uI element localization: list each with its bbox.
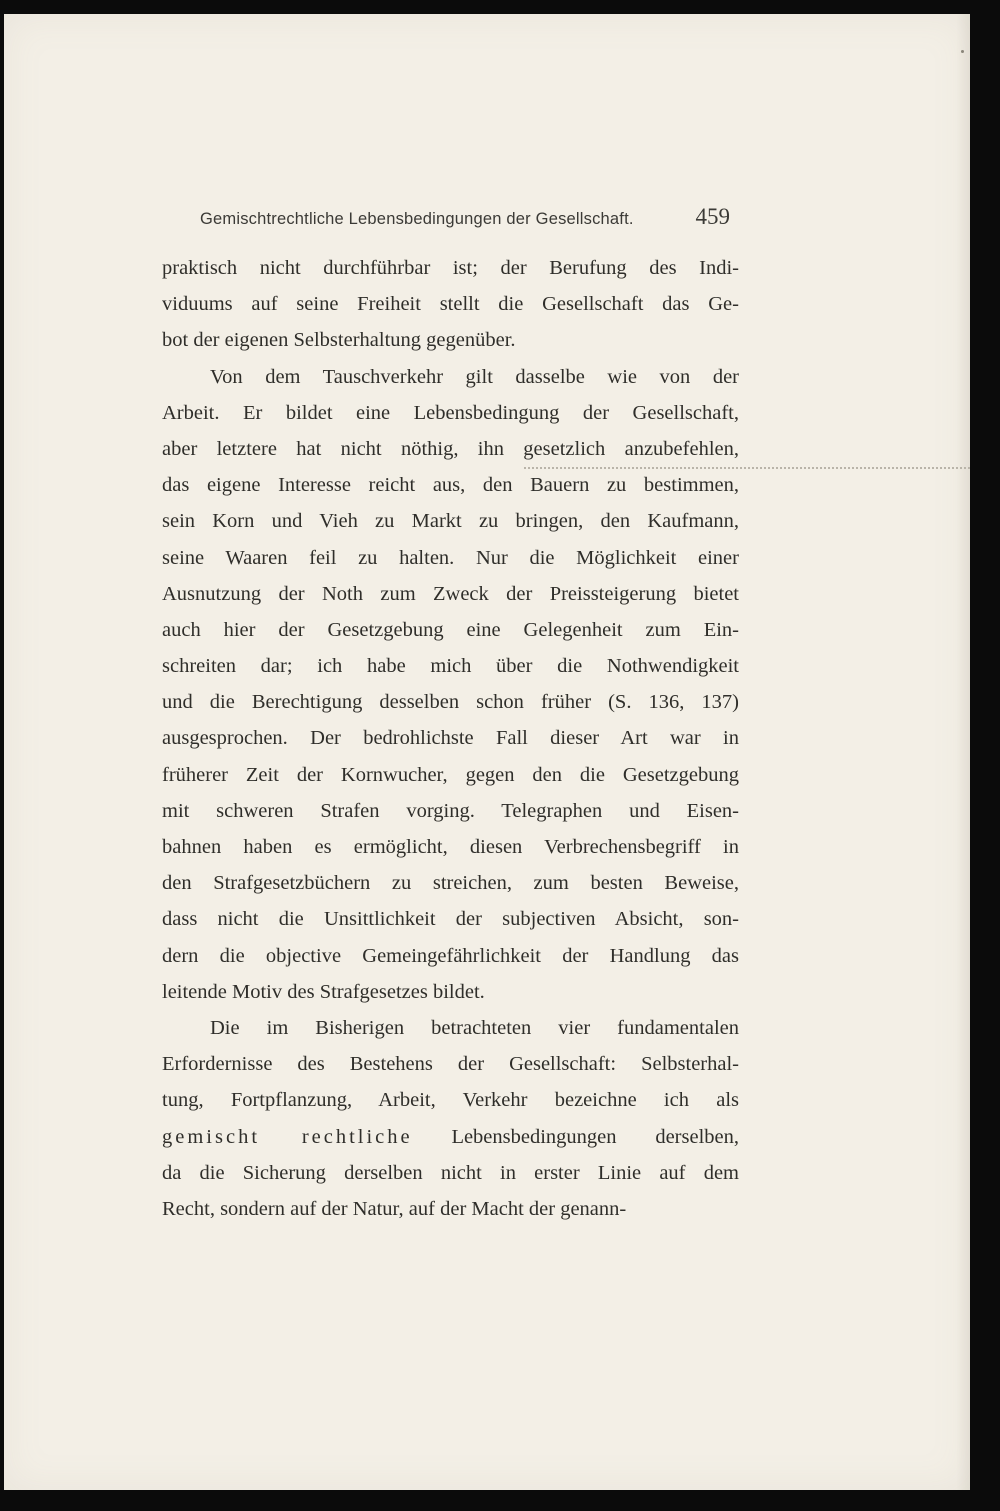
text-line: den Strafgesetzbüchern zu streichen, zum besten Beweise,	[162, 872, 739, 895]
paragraph-start-line: Die im Bisherigen betrachteten vier fundamentalen	[210, 1016, 739, 1039]
page-edge-shadow	[956, 14, 970, 1490]
text-line: seine Waaren feil zu halten. Nur die Möglichkeit einer	[162, 546, 739, 569]
text-line: mit schweren Strafen vorging. Telegraphen und Eisen-	[162, 799, 739, 822]
text-line: Ausnutzung der Noth zum Zweck der Preissteigerung bietet	[162, 582, 739, 605]
text-line: auch hier der Gesetzgebung eine Gelegenheit zum Ein-	[162, 618, 739, 641]
text-line: bot der eigenen Selbsterhaltung gegenüber.	[162, 329, 516, 352]
text-line: da die Sicherung derselben nicht in erster Linie auf dem	[162, 1161, 739, 1184]
text-line: viduums auf seine Freiheit stellt die Gesellschaft das Ge-	[162, 293, 739, 316]
body-text	[162, 250, 739, 1227]
text-line: aber letztere hat nicht nöthig, ihn gesetzlich anzubefehlen,	[162, 437, 739, 460]
text-line: ausgesprochen. Der bedrohlichste Fall dieser Art war in	[162, 727, 739, 750]
paragraph-start-line: Von dem Tauschverkehr gilt dasselbe wie von der	[210, 365, 739, 388]
text-line: Arbeit. Er bildet eine Lebensbedingung der Gesellschaft,	[162, 401, 739, 424]
text-line: dass nicht die Unsittlichkeit der subjectiven Absicht, son-	[162, 908, 739, 931]
text-line: früherer Zeit der Kornwucher, gegen den die Gesetzgebung	[162, 763, 739, 786]
text-line: leitende Motiv des Strafgesetzes bildet.	[162, 980, 485, 1003]
text-line: und die Berechtigung desselben schon früher (S. 136, 137)	[162, 691, 739, 714]
text-line: Erfordernisse des Bestehens der Gesellschaft: Selbsterhal-	[162, 1053, 739, 1076]
text-line: dern die objective Gemeingefährlichkeit der Handlung das	[162, 944, 739, 967]
emphasized-term: gemischt rechtliche	[162, 1125, 413, 1148]
text-line: bahnen haben es ermöglicht, diesen Verbrechensbegriff in	[162, 836, 739, 858]
book-page	[4, 14, 970, 1490]
running-title: Gemischtrechtliche Lebensbedingungen der Gesellschaft.	[200, 210, 634, 228]
page-header	[200, 200, 730, 240]
page-number: 459	[695, 204, 730, 229]
text-line: tung, Fortpflanzung, Arbeit, Verkehr bezeichne ich als	[162, 1089, 739, 1112]
text-line: schreiten dar; ich habe mich über die Nothwendigkeit	[162, 655, 739, 678]
margin-mark	[961, 50, 964, 53]
text-line: praktisch nicht durchführbar ist; der Berufung des Indi-	[162, 257, 739, 279]
text-line: das eigene Interesse reicht aus, den Bauern zu bestimmen,	[162, 474, 739, 497]
text-line-with-emphasis	[162, 1119, 739, 1155]
text-fragment: Lebensbedingungen derselben,	[451, 1125, 740, 1148]
text-line: Recht, sondern auf der Natur, auf der Macht der genann-	[162, 1197, 627, 1220]
text-line: sein Korn und Vieh zu Markt zu bringen, den Kaufmann,	[162, 510, 739, 533]
